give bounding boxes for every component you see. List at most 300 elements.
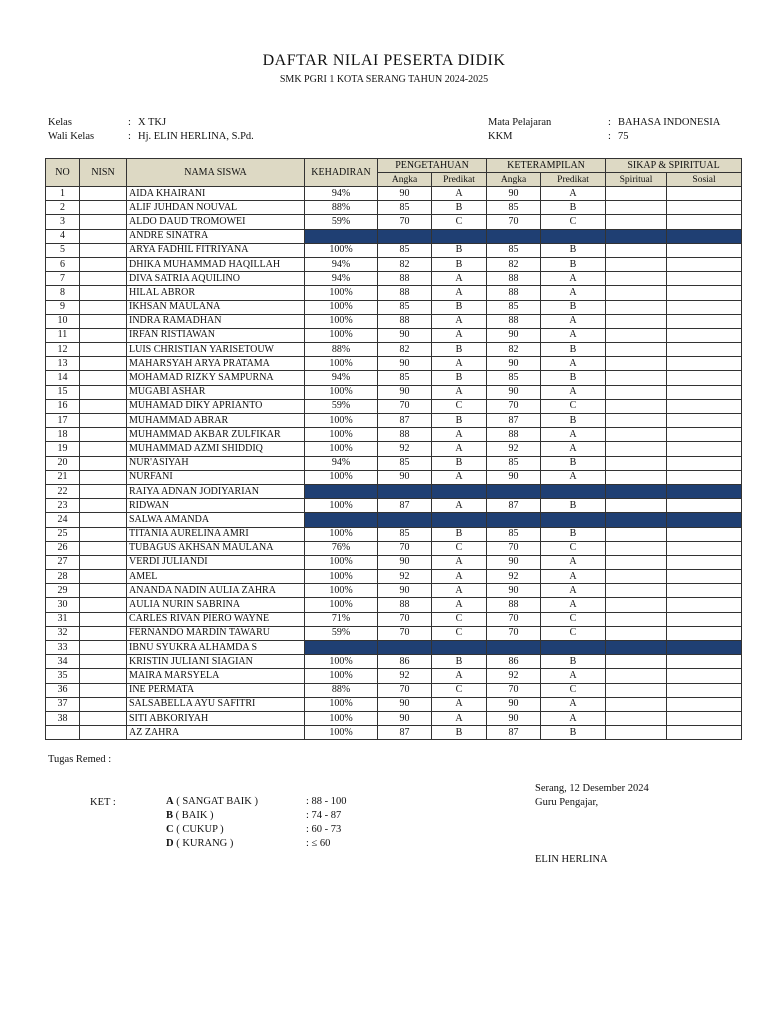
student-name: IKHSAN MAULANA (127, 300, 305, 314)
kehadiran-cell: 100% (305, 655, 378, 669)
student-name: NURFANI (127, 470, 305, 484)
table-row (46, 357, 742, 371)
colon: : (128, 131, 131, 142)
kehadiran-cell: 59% (305, 399, 378, 413)
row-number: 7 (46, 272, 80, 286)
k-angka-cell: 70 (487, 399, 541, 413)
p-predikat-cell: B (432, 726, 487, 740)
p-predikat-cell (432, 641, 487, 655)
k-predikat-cell: C (541, 683, 606, 697)
kehadiran-cell (305, 641, 378, 655)
row-nisn (80, 527, 127, 541)
table-row (46, 726, 742, 740)
spiritual-cell (606, 357, 667, 371)
row-nisn (80, 243, 127, 257)
ket-label: KET : (90, 797, 116, 808)
student-name: TITANIA AURELINA AMRI (127, 527, 305, 541)
p-predikat-cell: C (432, 399, 487, 413)
row-nisn (80, 683, 127, 697)
p-predikat-cell: C (432, 683, 487, 697)
row-number: 5 (46, 243, 80, 257)
spiritual-cell (606, 201, 667, 215)
k-angka-cell: 85 (487, 527, 541, 541)
k-predikat-cell: B (541, 257, 606, 271)
sosial-cell (667, 428, 742, 442)
header-p-predikat: Predikat (432, 173, 487, 187)
student-name: SITI ABKORIYAH (127, 711, 305, 725)
k-angka-cell: 70 (487, 612, 541, 626)
kehadiran-cell: 88% (305, 201, 378, 215)
row-nisn (80, 371, 127, 385)
grade-legend (166, 796, 386, 856)
k-predikat-cell: A (541, 570, 606, 584)
k-angka-cell: 90 (487, 555, 541, 569)
k-predikat-cell: A (541, 442, 606, 456)
row-nisn (80, 655, 127, 669)
row-nisn (80, 314, 127, 328)
table-row (46, 626, 742, 640)
sosial-cell (667, 229, 742, 243)
row-number: 6 (46, 257, 80, 271)
table-row (46, 456, 742, 470)
spiritual-cell (606, 527, 667, 541)
row-number: 8 (46, 286, 80, 300)
spiritual-cell (606, 513, 667, 527)
p-angka-cell: 88 (378, 286, 432, 300)
student-name: MUGABI ASHAR (127, 385, 305, 399)
student-name: KRISTIN JULIANI SIAGIAN (127, 655, 305, 669)
k-predikat-cell: B (541, 414, 606, 428)
p-angka-cell: 92 (378, 442, 432, 456)
k-angka-cell: 70 (487, 541, 541, 555)
kelas-label: Kelas (48, 117, 72, 128)
kelas-value: X TKJ (138, 117, 167, 128)
header-sikap: SIKAP & SPIRITUAL (606, 159, 742, 173)
legend-description: ( CUKUP ) (173, 824, 224, 835)
p-angka-cell (378, 484, 432, 498)
header-nisn: NISN (80, 159, 127, 187)
legend-range: : ≤ 60 (306, 838, 331, 849)
subject-info (488, 117, 748, 147)
spiritual-cell (606, 314, 667, 328)
p-angka-cell: 87 (378, 726, 432, 740)
spiritual-cell (606, 570, 667, 584)
table-row (46, 555, 742, 569)
row-nisn (80, 570, 127, 584)
kehadiran-cell: 100% (305, 570, 378, 584)
spiritual-cell (606, 371, 667, 385)
p-predikat-cell: A (432, 328, 487, 342)
sosial-cell (667, 626, 742, 640)
row-number: 32 (46, 626, 80, 640)
kehadiran-cell: 59% (305, 215, 378, 229)
sosial-cell (667, 612, 742, 626)
p-predikat-cell: A (432, 385, 487, 399)
k-predikat-cell: B (541, 343, 606, 357)
k-predikat-cell: B (541, 726, 606, 740)
row-number: 28 (46, 570, 80, 584)
row-number: 35 (46, 669, 80, 683)
legend-grade: A (166, 796, 174, 807)
legend-grade: D (166, 838, 174, 849)
p-angka-cell: 70 (378, 612, 432, 626)
sosial-cell (667, 343, 742, 357)
table-row (46, 257, 742, 271)
kehadiran-cell: 94% (305, 456, 378, 470)
spiritual-cell (606, 187, 667, 201)
p-predikat-cell (432, 513, 487, 527)
colon: : (608, 117, 611, 128)
k-predikat-cell: B (541, 243, 606, 257)
k-angka-cell: 90 (487, 328, 541, 342)
row-nisn (80, 641, 127, 655)
k-predikat-cell: A (541, 711, 606, 725)
legend-range: : 88 - 100 (306, 796, 347, 807)
sosial-cell (667, 456, 742, 470)
table-row (46, 570, 742, 584)
p-predikat-cell: A (432, 570, 487, 584)
k-predikat-cell: A (541, 584, 606, 598)
p-predikat-cell: A (432, 669, 487, 683)
sosial-cell (667, 570, 742, 584)
sosial-cell (667, 641, 742, 655)
row-nisn (80, 428, 127, 442)
sosial-cell (667, 414, 742, 428)
kehadiran-cell: 88% (305, 343, 378, 357)
row-nisn (80, 711, 127, 725)
row-number: 4 (46, 229, 80, 243)
p-predikat-cell: A (432, 286, 487, 300)
row-nisn (80, 343, 127, 357)
tugas-remed-label: Tugas Remed : (48, 754, 112, 765)
table-row (46, 215, 742, 229)
spiritual-cell (606, 598, 667, 612)
student-name: TUBAGUS AKHSAN MAULANA (127, 541, 305, 555)
p-angka-cell: 82 (378, 343, 432, 357)
kehadiran-cell: 76% (305, 541, 378, 555)
k-angka-cell: 87 (487, 726, 541, 740)
kehadiran-cell: 100% (305, 499, 378, 513)
p-angka-cell: 90 (378, 357, 432, 371)
legend-range: : 74 - 87 (306, 810, 342, 821)
p-angka-cell: 90 (378, 328, 432, 342)
row-nisn (80, 385, 127, 399)
row-nisn (80, 726, 127, 740)
kehadiran-cell: 100% (305, 442, 378, 456)
k-angka-cell: 92 (487, 570, 541, 584)
student-name: CARLES RIVAN PIERO WAYNE (127, 612, 305, 626)
k-angka-cell: 82 (487, 343, 541, 357)
spiritual-cell (606, 612, 667, 626)
p-angka-cell: 90 (378, 584, 432, 598)
k-angka-cell: 88 (487, 286, 541, 300)
student-name: NUR'ASIYAH (127, 456, 305, 470)
class-info (48, 117, 348, 147)
row-nisn (80, 555, 127, 569)
table-row (46, 428, 742, 442)
table-row (46, 697, 742, 711)
k-angka-cell: 90 (487, 357, 541, 371)
p-angka-cell: 90 (378, 470, 432, 484)
spiritual-cell (606, 456, 667, 470)
kehadiran-cell: 100% (305, 314, 378, 328)
sosial-cell (667, 272, 742, 286)
p-angka-cell: 90 (378, 187, 432, 201)
k-angka-cell: 87 (487, 499, 541, 513)
table-row (46, 513, 742, 527)
student-name: FERNANDO MARDIN TAWARU (127, 626, 305, 640)
row-number: 10 (46, 314, 80, 328)
row-nisn (80, 484, 127, 498)
student-name: HILAL ABROR (127, 286, 305, 300)
spiritual-cell (606, 683, 667, 697)
k-predikat-cell: A (541, 598, 606, 612)
k-angka-cell: 88 (487, 272, 541, 286)
sosial-cell (667, 484, 742, 498)
spiritual-cell (606, 229, 667, 243)
table-row (46, 314, 742, 328)
kehadiran-cell: 100% (305, 555, 378, 569)
table-row (46, 484, 742, 498)
p-predikat-cell: A (432, 499, 487, 513)
table-row (46, 201, 742, 215)
row-number: 25 (46, 527, 80, 541)
table-row (46, 187, 742, 201)
student-name: ANDRE SINATRA (127, 229, 305, 243)
k-angka-cell: 85 (487, 300, 541, 314)
sosial-cell (667, 442, 742, 456)
student-name: AZ ZAHRA (127, 726, 305, 740)
p-angka-cell: 85 (378, 527, 432, 541)
wali-label: Wali Kelas (48, 131, 95, 142)
table-row (46, 683, 742, 697)
row-number: 23 (46, 499, 80, 513)
table-row (46, 414, 742, 428)
student-name: MUHAMAD DIKY APRIANTO (127, 399, 305, 413)
p-angka-cell: 70 (378, 541, 432, 555)
kehadiran-cell: 100% (305, 598, 378, 612)
kehadiran-cell: 100% (305, 726, 378, 740)
p-angka-cell: 92 (378, 570, 432, 584)
row-number: 14 (46, 371, 80, 385)
row-number: 12 (46, 343, 80, 357)
page-subtitle: SMK PGRI 1 KOTA SERANG TAHUN 2024-2025 (279, 74, 489, 85)
k-angka-cell: 90 (487, 697, 541, 711)
student-name: MAIRA MARSYELA (127, 669, 305, 683)
k-predikat-cell: A (541, 328, 606, 342)
p-angka-cell: 85 (378, 300, 432, 314)
spiritual-cell (606, 286, 667, 300)
p-predikat-cell (432, 484, 487, 498)
row-number: 9 (46, 300, 80, 314)
row-number: 31 (46, 612, 80, 626)
k-predikat-cell: A (541, 669, 606, 683)
student-name: ALDO DAUD TROMOWEI (127, 215, 305, 229)
kehadiran-cell: 100% (305, 243, 378, 257)
p-predikat-cell: A (432, 584, 487, 598)
row-number: 30 (46, 598, 80, 612)
k-angka-cell: 88 (487, 428, 541, 442)
student-name: MUHAMMAD AZMI SHIDDIQ (127, 442, 305, 456)
sosial-cell (667, 385, 742, 399)
k-predikat-cell: A (541, 357, 606, 371)
sosial-cell (667, 669, 742, 683)
spiritual-cell (606, 328, 667, 342)
row-number: 16 (46, 399, 80, 413)
k-angka-cell: 85 (487, 456, 541, 470)
table-row (46, 300, 742, 314)
row-number: 11 (46, 328, 80, 342)
student-name: SALWA AMANDA (127, 513, 305, 527)
k-angka-cell: 70 (487, 683, 541, 697)
k-angka-cell: 88 (487, 314, 541, 328)
row-number: 3 (46, 215, 80, 229)
row-nisn (80, 286, 127, 300)
k-predikat-cell: C (541, 399, 606, 413)
student-name: MUHAMMAD ABRAR (127, 414, 305, 428)
student-name: MUHAMMAD AKBAR ZULFIKAR (127, 428, 305, 442)
k-angka-cell: 82 (487, 257, 541, 271)
p-predikat-cell: B (432, 456, 487, 470)
spiritual-cell (606, 655, 667, 669)
p-predikat-cell: A (432, 598, 487, 612)
row-number: 26 (46, 541, 80, 555)
kehadiran-cell: 100% (305, 414, 378, 428)
k-predikat-cell: A (541, 385, 606, 399)
k-angka-cell: 90 (487, 711, 541, 725)
kehadiran-cell: 59% (305, 626, 378, 640)
header-no: NO (46, 159, 80, 187)
sosial-cell (667, 697, 742, 711)
sosial-cell (667, 328, 742, 342)
p-angka-cell: 90 (378, 555, 432, 569)
sosial-cell (667, 513, 742, 527)
row-number: 18 (46, 428, 80, 442)
kehadiran-cell: 94% (305, 272, 378, 286)
p-angka-cell: 87 (378, 499, 432, 513)
table-row (46, 343, 742, 357)
student-name: DIVA SATRIA AQUILINO (127, 272, 305, 286)
sosial-cell (667, 286, 742, 300)
row-nisn (80, 300, 127, 314)
spiritual-cell (606, 499, 667, 513)
mapel-label: Mata Pelajaran (488, 117, 552, 128)
row-nisn (80, 697, 127, 711)
sosial-cell (667, 371, 742, 385)
row-number: 15 (46, 385, 80, 399)
student-name: MAHARSYAH ARYA PRATAMA (127, 357, 305, 371)
sosial-cell (667, 598, 742, 612)
spiritual-cell (606, 626, 667, 640)
k-predikat-cell: B (541, 527, 606, 541)
kkm-value: 75 (618, 131, 629, 142)
p-predikat-cell: A (432, 442, 487, 456)
p-predikat-cell: A (432, 187, 487, 201)
spiritual-cell (606, 385, 667, 399)
row-number: 38 (46, 711, 80, 725)
kehadiran-cell: 100% (305, 300, 378, 314)
table-row (46, 442, 742, 456)
table-row (46, 499, 742, 513)
row-nisn (80, 187, 127, 201)
table-row (46, 711, 742, 725)
p-angka-cell: 92 (378, 669, 432, 683)
header-kehadiran: KEHADIRAN (305, 159, 378, 187)
sosial-cell (667, 499, 742, 513)
spiritual-cell (606, 272, 667, 286)
sosial-cell (667, 470, 742, 484)
header-pengetahuan: PENGETAHUAN (378, 159, 487, 173)
student-name: IRFAN RISTIAWAN (127, 328, 305, 342)
kehadiran-cell (305, 484, 378, 498)
k-predikat-cell: C (541, 541, 606, 555)
p-predikat-cell: B (432, 343, 487, 357)
k-predikat-cell: B (541, 201, 606, 215)
spiritual-cell (606, 428, 667, 442)
kehadiran-cell (305, 513, 378, 527)
row-number: 36 (46, 683, 80, 697)
p-predikat-cell: B (432, 655, 487, 669)
k-angka-cell (487, 484, 541, 498)
header-p-angka: Angka (378, 173, 432, 187)
row-nisn (80, 201, 127, 215)
colon: : (128, 117, 131, 128)
student-name: DHIKA MUHAMMAD HAQILLAH (127, 257, 305, 271)
row-nisn (80, 626, 127, 640)
k-predikat-cell: B (541, 655, 606, 669)
table-row (46, 399, 742, 413)
sosial-cell (667, 300, 742, 314)
row-number: 24 (46, 513, 80, 527)
p-predikat-cell: B (432, 414, 487, 428)
k-angka-cell: 85 (487, 201, 541, 215)
sosial-cell (667, 527, 742, 541)
k-angka-cell: 86 (487, 655, 541, 669)
row-nisn (80, 598, 127, 612)
table-row (46, 229, 742, 243)
row-nisn (80, 272, 127, 286)
row-number: 1 (46, 187, 80, 201)
student-name: ANANDA NADIN AULIA ZAHRA (127, 584, 305, 598)
p-predikat-cell: B (432, 257, 487, 271)
k-angka-cell: 90 (487, 385, 541, 399)
sosial-cell (667, 257, 742, 271)
p-predikat-cell: C (432, 626, 487, 640)
row-nisn (80, 513, 127, 527)
table-row (46, 527, 742, 541)
spiritual-cell (606, 484, 667, 498)
row-number: 17 (46, 414, 80, 428)
k-predikat-cell (541, 513, 606, 527)
p-angka-cell: 88 (378, 598, 432, 612)
p-angka-cell: 86 (378, 655, 432, 669)
wali-value: Hj. ELIN HERLINA, S.Pd. (138, 131, 254, 142)
header-spiritual: Spiritual (606, 173, 667, 187)
spiritual-cell (606, 414, 667, 428)
row-nisn (80, 229, 127, 243)
table-row (46, 641, 742, 655)
kehadiran-cell (305, 229, 378, 243)
k-predikat-cell: A (541, 272, 606, 286)
sosial-cell (667, 555, 742, 569)
p-angka-cell: 90 (378, 711, 432, 725)
k-angka-cell: 90 (487, 470, 541, 484)
kkm-label: KKM (488, 131, 513, 142)
spiritual-cell (606, 584, 667, 598)
page-title: DAFTAR NILAI PESERTA DIDIK (262, 52, 506, 69)
sosial-cell (667, 201, 742, 215)
k-angka-cell (487, 641, 541, 655)
